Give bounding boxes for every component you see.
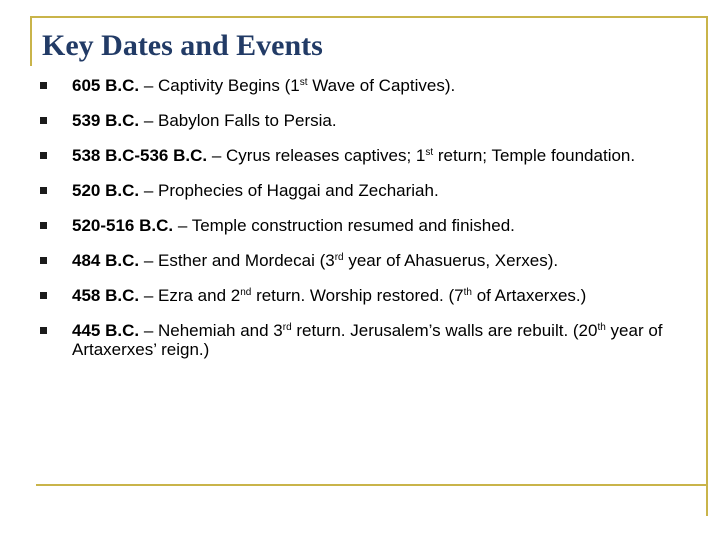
- event-date: 538 B.C-536 B.C.: [72, 146, 208, 165]
- event-text: – Cyrus releases captives; 1: [207, 146, 426, 165]
- square-bullet-icon: [40, 222, 47, 229]
- event-date: 605 B.C.: [72, 76, 140, 95]
- event-text: – Temple construction resumed and finished.: [173, 216, 515, 235]
- event-text-cont: Wave of Captives).: [307, 76, 456, 95]
- event-item: [40, 216, 700, 235]
- event-date: 445 B.C.: [72, 321, 140, 340]
- event-date: 539 B.C.: [72, 111, 140, 130]
- event-date: 520 B.C.: [72, 181, 140, 200]
- frame-bottom-rule: [36, 484, 708, 486]
- event-text-cont: year of Artaxerxes’ reign.): [72, 321, 663, 359]
- event-date: 458 B.C.: [72, 286, 140, 305]
- square-bullet-icon: [40, 187, 47, 194]
- event-text: – Ezra and 2: [139, 286, 241, 305]
- event-text: – Captivity Begins (1: [139, 76, 300, 95]
- event-text-cont: return. Jerusalem’s walls are rebuilt. (20: [291, 321, 598, 340]
- event-superscript: th: [463, 287, 472, 298]
- event-text: – Prophecies of Haggai and Zechariah.: [139, 181, 439, 200]
- event-item: [40, 251, 700, 270]
- event-text: – Esther and Mordecai (3: [139, 251, 335, 270]
- event-superscript: st: [425, 147, 434, 158]
- event-date: 520-516 B.C.: [72, 216, 174, 235]
- event-superscript: rd: [282, 322, 292, 333]
- events-list: [40, 76, 700, 359]
- square-bullet-icon: [40, 257, 47, 264]
- event-item: [40, 76, 700, 95]
- event-item: [40, 111, 700, 130]
- event-text: – Babylon Falls to Persia.: [139, 111, 337, 130]
- event-text-cont: return. Worship restored. (7: [251, 286, 464, 305]
- event-text: – Nehemiah and 3: [139, 321, 283, 340]
- event-item: [40, 321, 700, 359]
- event-item: [40, 286, 700, 305]
- event-text-cont: of Artaxerxes.): [471, 286, 587, 305]
- square-bullet-icon: [40, 82, 47, 89]
- frame-right-rule: [706, 16, 708, 516]
- square-bullet-icon: [40, 292, 47, 299]
- event-item: [40, 181, 700, 200]
- event-superscript: st: [299, 77, 308, 88]
- event-item: [40, 146, 700, 165]
- event-text-cont: return; Temple foundation.: [433, 146, 636, 165]
- square-bullet-icon: [40, 327, 47, 334]
- slide-title: Key Dates and Events: [42, 29, 323, 62]
- event-superscript: nd: [240, 287, 252, 298]
- event-text-cont: year of Ahasuerus, Xerxes).: [343, 251, 559, 270]
- square-bullet-icon: [40, 117, 47, 124]
- frame-top-rule: [30, 16, 708, 18]
- event-superscript: th: [597, 322, 606, 333]
- event-superscript: rd: [334, 252, 344, 263]
- square-bullet-icon: [40, 152, 47, 159]
- event-date: 484 B.C.: [72, 251, 140, 270]
- frame-left-rule: [30, 16, 32, 66]
